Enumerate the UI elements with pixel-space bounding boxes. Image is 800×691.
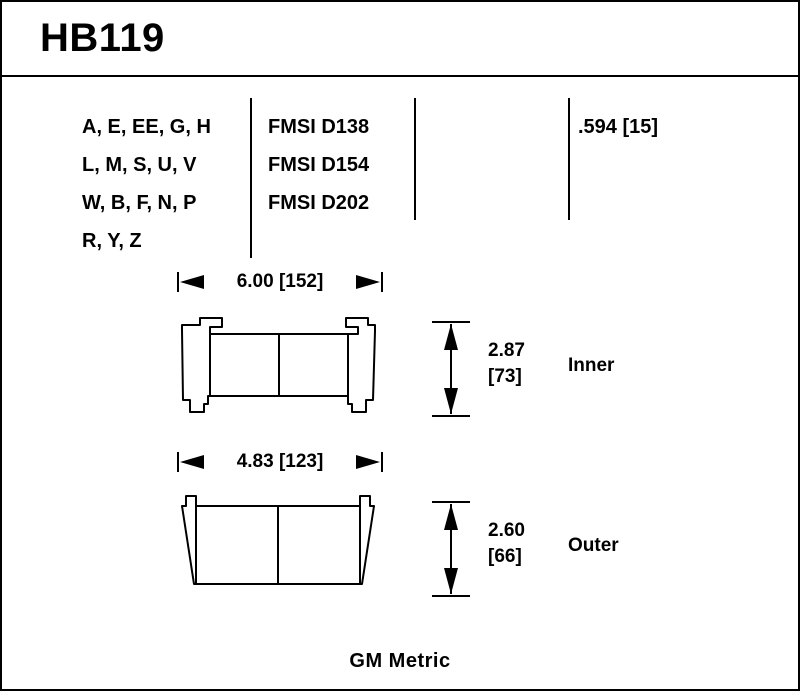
thickness-value: .594 [15]: [578, 116, 659, 138]
table-divider-thickness: [568, 98, 570, 220]
frame-left-border: [0, 0, 2, 691]
fmsi-number-row: FMSI D202: [268, 192, 370, 214]
fmsi-number-list: [268, 108, 408, 222]
compound-code-list: [82, 108, 242, 260]
inner-width-label: 6.00 [152]: [236, 271, 324, 292]
table-divider-right: [414, 98, 416, 220]
part-number: HB119: [40, 16, 165, 60]
outer-brake-pad-shape: [176, 492, 380, 598]
outer-height-label: [488, 518, 558, 570]
inner-height-mm: [73]: [488, 366, 522, 387]
inner-height-inches: 2.87: [488, 340, 525, 361]
compound-code-row: R, Y, Z: [82, 230, 142, 252]
inner-side-label: Inner: [568, 355, 615, 376]
outer-side-label: Outer: [568, 535, 619, 556]
compound-code-row: A, E, EE, G, H: [82, 116, 211, 138]
table-divider-left: [250, 98, 252, 258]
fmsi-number-row: FMSI D154: [268, 154, 370, 176]
outer-height-mm: [66]: [488, 546, 522, 567]
inner-brake-pad-shape: [176, 316, 380, 422]
compound-code-row: L, M, S, U, V: [82, 154, 197, 176]
outer-height-dimension-arrow: [430, 496, 472, 602]
application-caption: GM Metric: [349, 650, 451, 672]
compound-code-row: W, B, F, N, P: [82, 192, 197, 214]
header-divider: [0, 75, 800, 77]
frame-top-border: [0, 0, 800, 2]
outer-height-inches: 2.60: [488, 520, 525, 541]
outer-width-label: 4.83 [123]: [236, 451, 324, 472]
inner-height-dimension-arrow: [430, 316, 472, 422]
inner-height-label: [488, 338, 558, 390]
fmsi-number-row: FMSI D138: [268, 116, 370, 138]
